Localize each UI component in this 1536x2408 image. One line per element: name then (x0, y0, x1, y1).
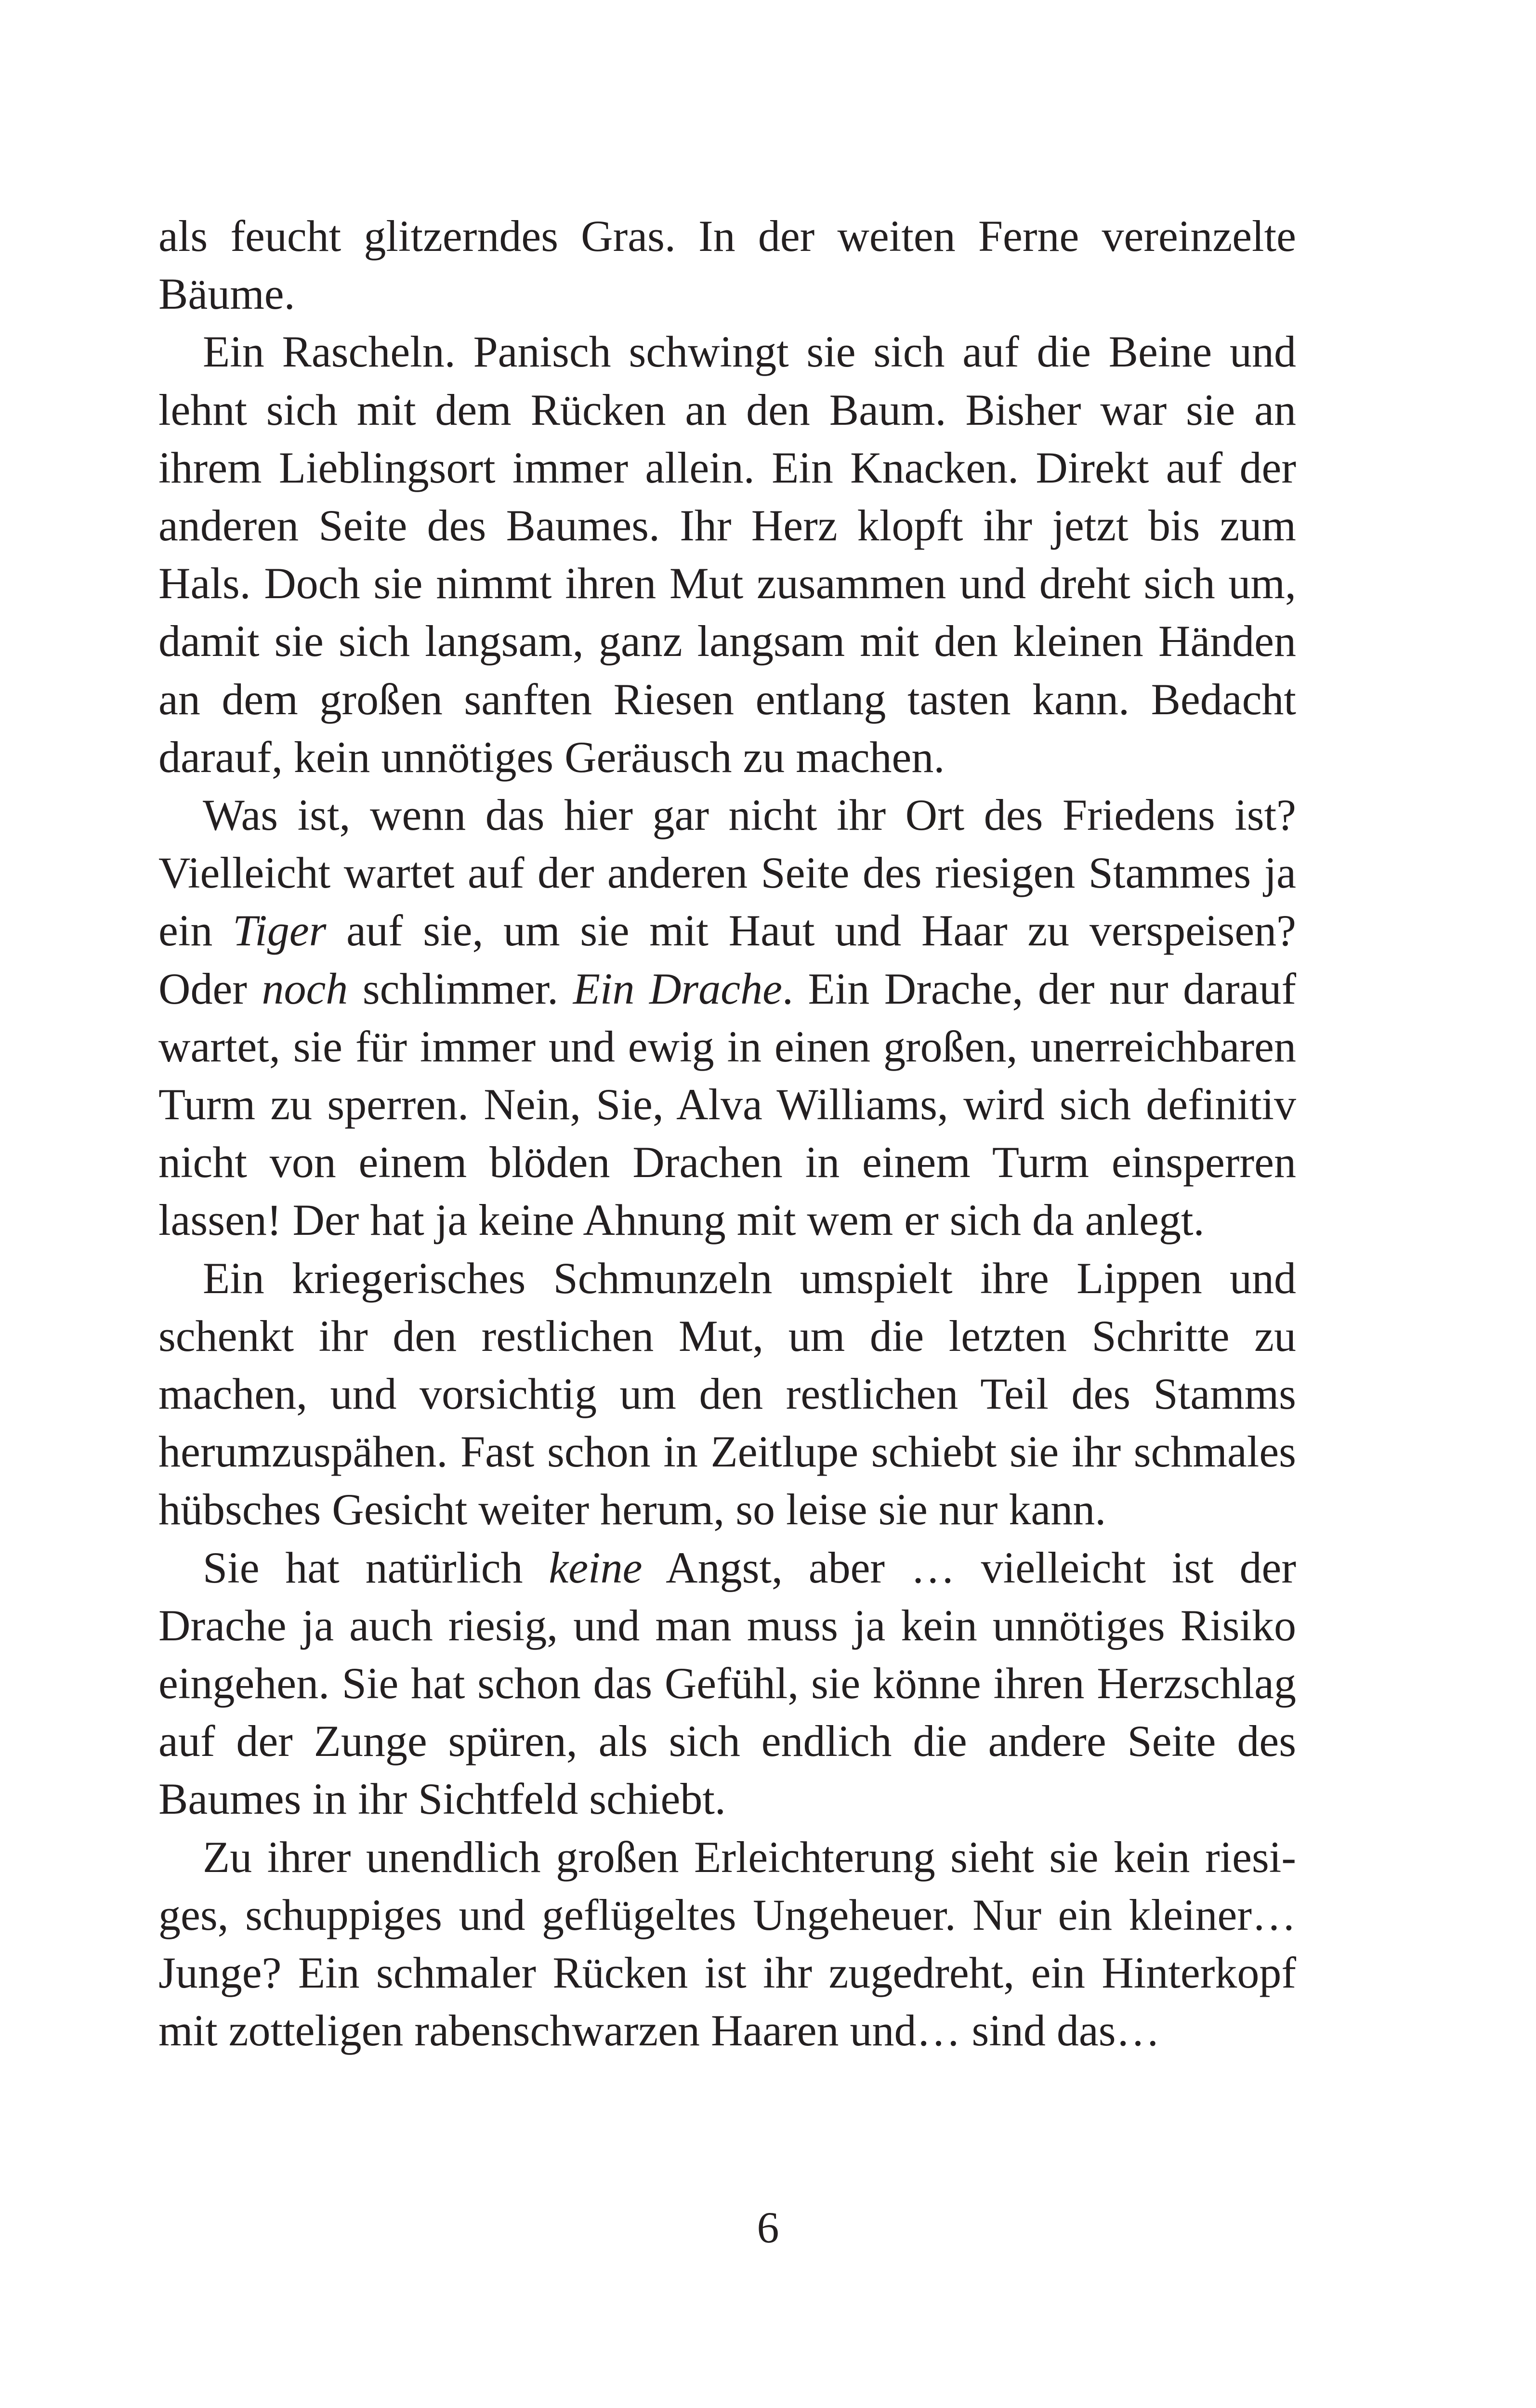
emphasis-text: keine (549, 1543, 643, 1592)
text-run: als feucht glitzerndes Gras. In der weiten Ferne vereinzelte Bäume. (158, 211, 1296, 319)
emphasis-text: Tiger (233, 906, 327, 955)
text-run: Angst, aber … vielleicht ist der Drache ja auch riesig, und man muss ja kein unnötiges Risiko eingehen. Sie hat schon das Gefühl, sie könne ihren Herzschlag auf der Zunge spüren, als sich endlich die andere Seite des Baumes in ihr Sichtfeld schiebt. (158, 1543, 1296, 1824)
text-run: Ein Rascheln. Panisch schwingt sie sich auf die Beine und lehnt sich mit dem Rücken an den Baum. Bisher war sie an ihrem Lieblingsort immer allein. Ein Knacken. Direkt auf der anderen Seite des Baumes. Ihr Herz klopft ihr jetzt bis zum Hals. Doch sie nimmt ihren Mut zusammen und dreht sich um, damit sie sich langsam, ganz langsam mit den kleinen Händen an dem großen sanften Riesen entlang tasten kann. Bedacht darauf, kein unnötiges Geräusch zu machen. (158, 327, 1296, 782)
text-run: Was ist, wenn das hier gar nicht ihr Ort des Friedens ist? Vielleicht wartet auf der anderen Seite des riesigen Stammes ja ein (158, 790, 1296, 955)
paragraph (158, 1539, 1296, 1828)
emphasis-text: Ein Drache (573, 964, 782, 1013)
text-run: schlimmer. (348, 964, 573, 1013)
text-run: Zu ihrer unendlich großen Erleichterung sieht sie kein riesiges, schuppiges und geflügeltes Ungeheuer. Nur ein kleiner… Junge? Ein schmaler Rücken ist ihr zugedreht, ein Hinterkopf mit zotteligen rabenschwarzen Haaren und… sind das… (158, 1832, 1296, 2055)
text-run: auf sie, um sie mit Haut und Haar zu verspeisen? Oder (158, 906, 1296, 1013)
text-run: Sie hat natürlich (203, 1543, 549, 1592)
paragraph (158, 1249, 1296, 1539)
text-run: . Ein Drache, der nur darauf wartet, sie für immer und ewig in einen großen, unerreichbaren Turm zu sperren. Nein, Sie, Alva Williams, wird sich definitiv nicht von einem blöden Drachen in einem Turm einsperren lassen! Der hat ja keine Ahnung mit wem er sich da anlegt. (158, 964, 1297, 1245)
body-text (158, 207, 1296, 2060)
page-number: 6 (757, 2203, 779, 2252)
paragraph (158, 1828, 1296, 2060)
emphasis-text: noch (262, 964, 348, 1013)
paragraph (158, 207, 1296, 323)
text-run: Ein kriegerisches Schmunzeln umspielt ihre Lippen und schenkt ihr den restlichen Mut, um die letzten Schritte zu machen, und vorsichtig um den restlichen Teil des Stamms herumzuspähen. Fast schon in Zeitlupe schiebt sie ihr schmales hübsches Gesicht weiter herum, so leise sie nur kann. (158, 1253, 1296, 1534)
paragraph (158, 323, 1296, 786)
paragraph (158, 786, 1296, 1249)
